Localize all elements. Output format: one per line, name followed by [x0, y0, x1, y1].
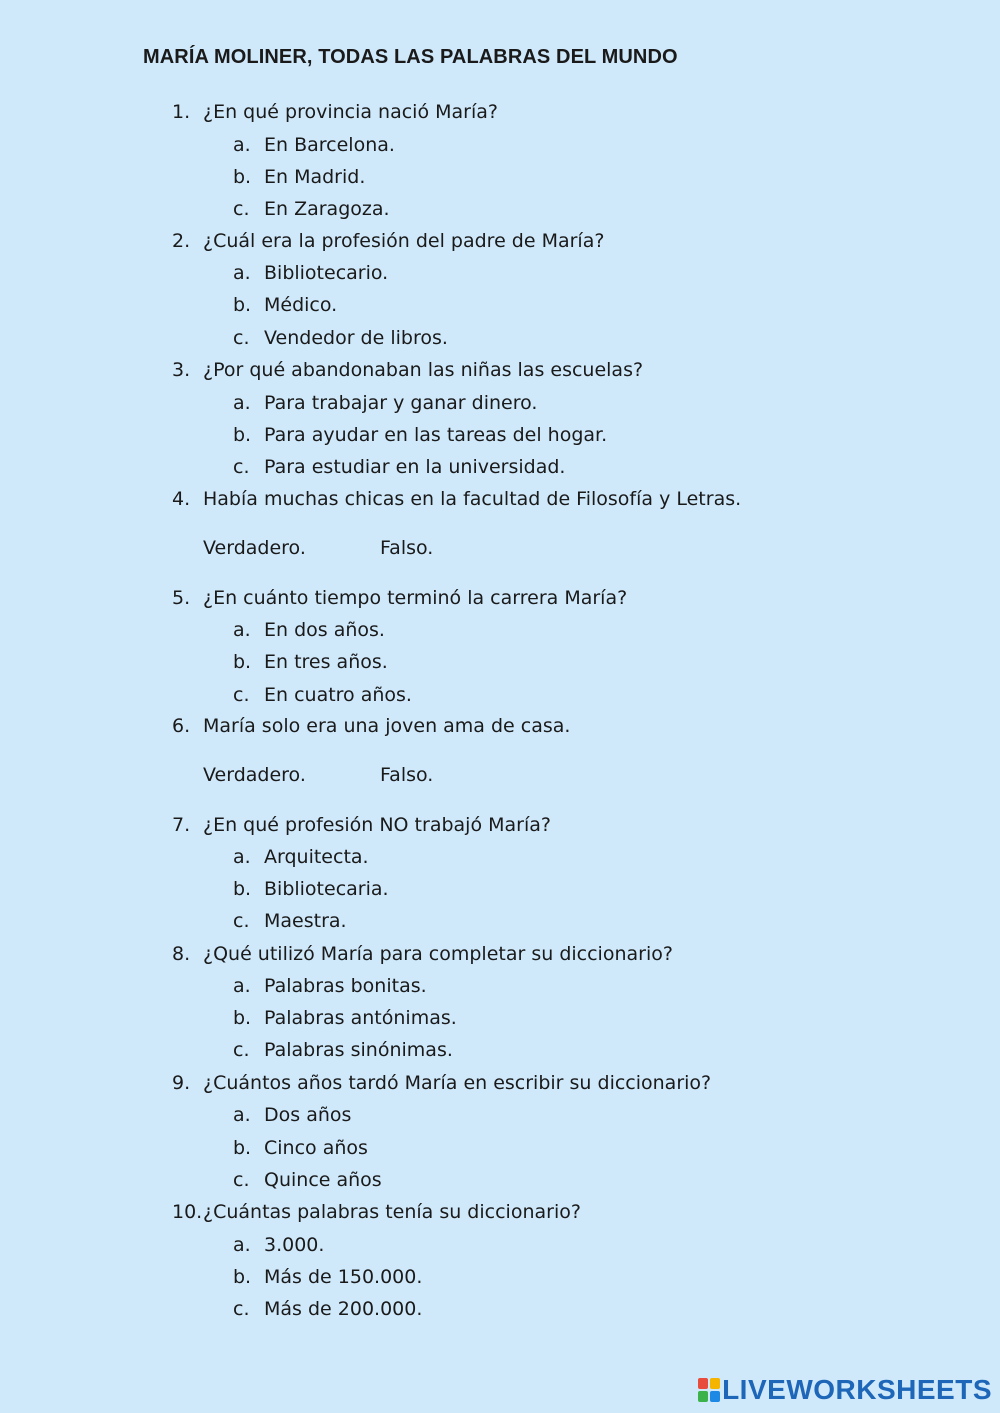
option-letter: b.: [233, 878, 252, 900]
question-text: ¿En qué profesión NO trabajó María?: [203, 814, 551, 836]
option-text: Más de 200.000.: [264, 1298, 423, 1320]
option-text: Bibliotecario.: [264, 262, 389, 284]
option-letter: c.: [233, 198, 250, 220]
option-letter: c.: [233, 684, 250, 706]
option-text: Para trabajar y ganar dinero.: [264, 392, 538, 414]
question-text: ¿Cuántos años tardó María en escribir su diccionario?: [203, 1072, 712, 1094]
option-text: Arquitecta.: [264, 846, 369, 868]
true-option[interactable]: Verdadero.: [203, 764, 306, 786]
option-letter: b.: [233, 294, 252, 316]
option-text: Para ayudar en las tareas del hogar.: [264, 424, 608, 446]
option-text: Vendedor de libros.: [264, 327, 448, 349]
question-number: 2.: [172, 230, 191, 252]
question-number: 10.: [172, 1201, 203, 1223]
logo-square: [698, 1378, 708, 1389]
option-letter: c.: [233, 1169, 250, 1191]
option-letter: a.: [233, 1104, 251, 1126]
option-text: Palabras antónimas.: [264, 1007, 457, 1029]
logo-square: [710, 1391, 720, 1402]
true-option[interactable]: Verdadero.: [203, 537, 306, 559]
false-option[interactable]: Falso.: [380, 764, 434, 786]
option-text: Bibliotecaria.: [264, 878, 389, 900]
option-letter: a.: [233, 975, 251, 997]
option-letter: c.: [233, 1298, 250, 1320]
question-text: Había muchas chicas en la facultad de Filosofía y Letras.: [203, 488, 742, 510]
option-letter: a.: [233, 846, 251, 868]
option-letter: c.: [233, 1039, 250, 1061]
option-text: Palabras bonitas.: [264, 975, 427, 997]
option-text: Para estudiar en la universidad.: [264, 456, 566, 478]
option-text: Cinco años: [264, 1137, 368, 1159]
page-title: MARÍA MOLINER, TODAS LAS PALABRAS DEL MUNDO: [143, 46, 678, 68]
option-text: Médico.: [264, 294, 338, 316]
question-number: 9.: [172, 1072, 191, 1094]
question-text: ¿En qué provincia nació María?: [203, 101, 498, 123]
question-text: ¿Cuántas palabras tenía su diccionario?: [203, 1201, 581, 1223]
option-text: 3.000.: [264, 1234, 325, 1256]
option-text: En Zaragoza.: [264, 198, 390, 220]
question-text: ¿Qué utilizó María para completar su diccionario?: [203, 943, 673, 965]
option-letter: c.: [233, 456, 250, 478]
option-text: Palabras sinónimas.: [264, 1039, 453, 1061]
question-number: 8.: [172, 943, 191, 965]
option-text: Maestra.: [264, 910, 347, 932]
option-letter: a.: [233, 619, 251, 641]
option-text: Dos años: [264, 1104, 352, 1126]
option-letter: a.: [233, 392, 251, 414]
question-text: María solo era una joven ama de casa.: [203, 715, 571, 737]
option-letter: b.: [233, 424, 252, 446]
option-letter: a.: [233, 262, 251, 284]
option-letter: a.: [233, 134, 251, 156]
question-number: 5.: [172, 587, 191, 609]
liveworksheets-logo-icon: [698, 1378, 720, 1402]
option-text: Más de 150.000.: [264, 1266, 423, 1288]
question-number: 7.: [172, 814, 191, 836]
question-number: 3.: [172, 359, 191, 381]
option-text: En Madrid.: [264, 166, 366, 188]
option-letter: b.: [233, 651, 252, 673]
question-number: 4.: [172, 488, 191, 510]
option-letter: b.: [233, 1007, 252, 1029]
question-text: ¿En cuánto tiempo terminó la carrera María?: [203, 587, 628, 609]
question-number: 1.: [172, 101, 191, 123]
question-text: ¿Cuál era la profesión del padre de María?: [203, 230, 605, 252]
logo-square: [698, 1391, 708, 1402]
option-text: En Barcelona.: [264, 134, 395, 156]
option-text: Quince años: [264, 1169, 382, 1191]
option-letter: b.: [233, 1266, 252, 1288]
logo-square: [710, 1378, 720, 1389]
question-text: ¿Por qué abandonaban las niñas las escuelas?: [203, 359, 644, 381]
option-text: En tres años.: [264, 651, 388, 673]
liveworksheets-brand: [698, 1375, 992, 1405]
option-text: En dos años.: [264, 619, 385, 641]
option-letter: a.: [233, 1234, 251, 1256]
option-text: En cuatro años.: [264, 684, 412, 706]
option-letter: b.: [233, 1137, 252, 1159]
false-option[interactable]: Falso.: [380, 537, 434, 559]
option-letter: b.: [233, 166, 252, 188]
option-letter: c.: [233, 910, 250, 932]
brand-text: LIVEWORKSHEETS: [722, 1374, 992, 1405]
option-letter: c.: [233, 327, 250, 349]
question-number: 6.: [172, 715, 191, 737]
